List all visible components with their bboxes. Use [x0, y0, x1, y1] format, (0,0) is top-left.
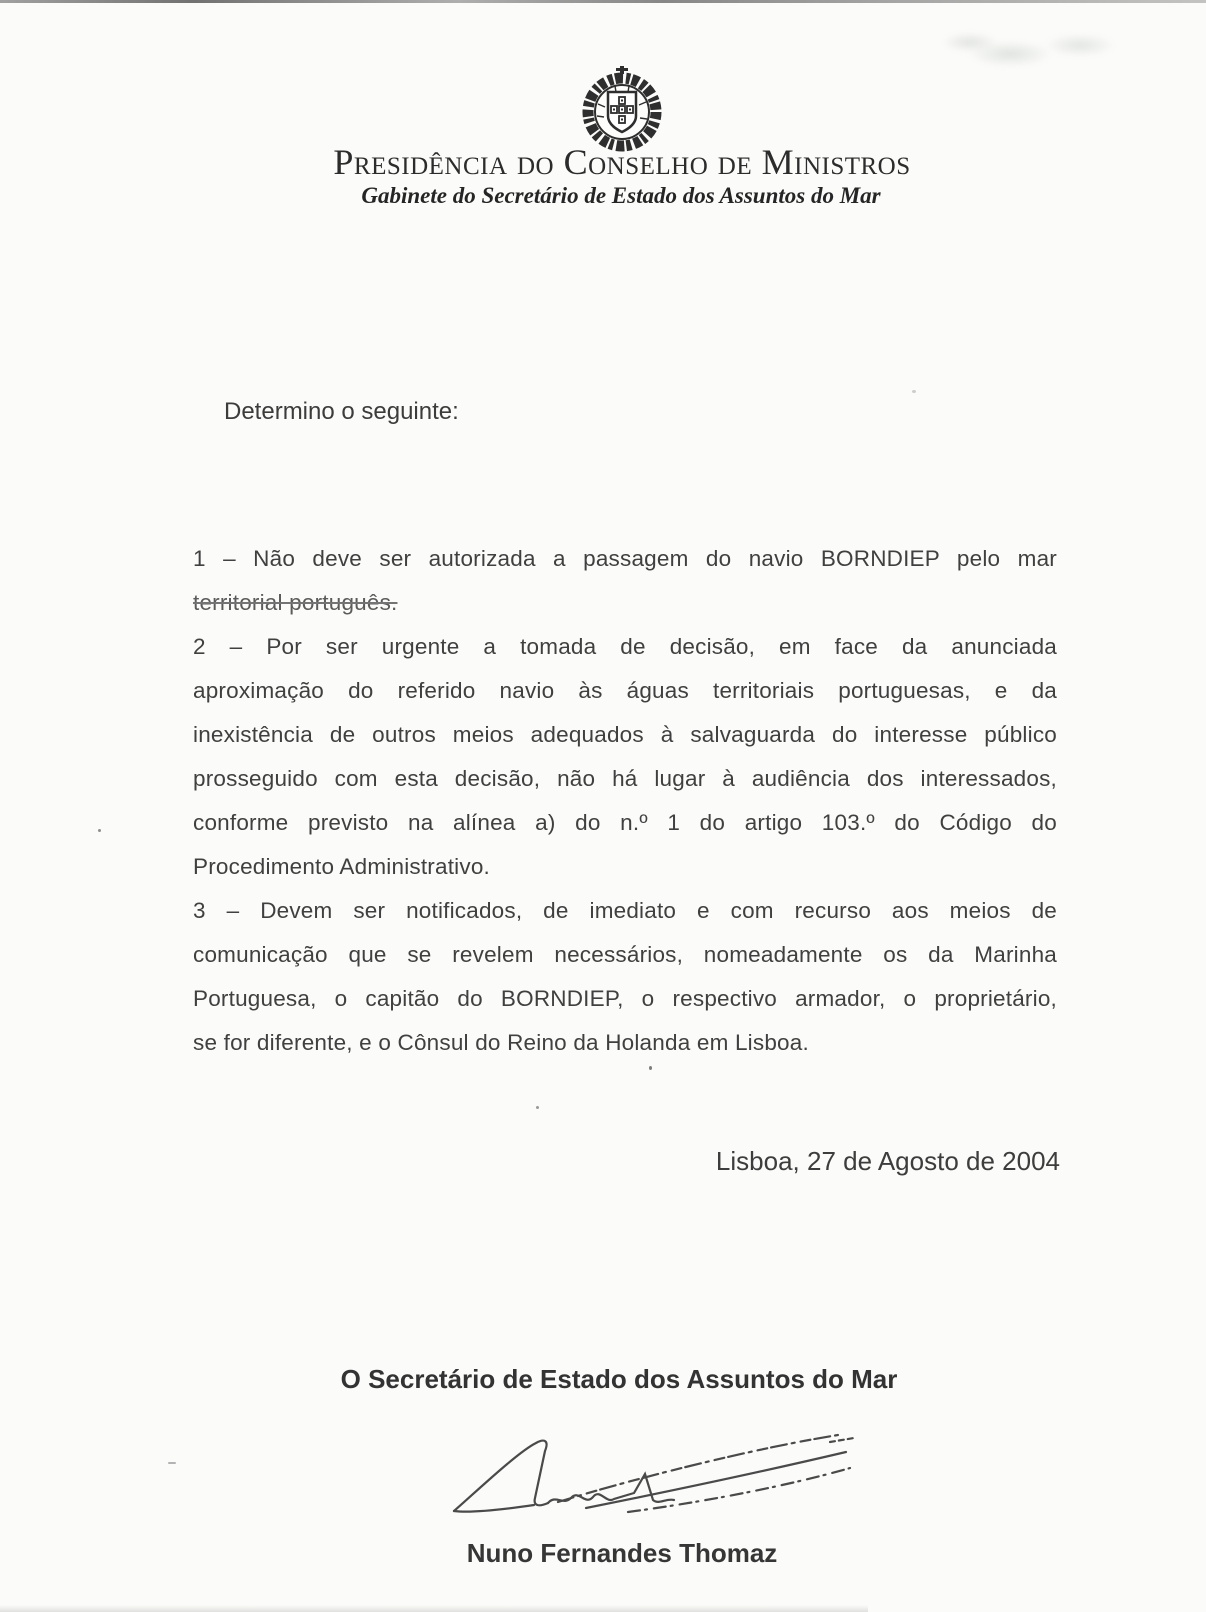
- body-line-8: Procedimento Administrativo.: [193, 854, 490, 879]
- scan-speck: [912, 390, 916, 393]
- coat-of-arms-icon: [581, 64, 663, 154]
- scan-speck: [649, 1066, 652, 1070]
- body-line-3: 2 – Por ser urgente a tomada de decisão, em face da anunciada: [193, 634, 1057, 659]
- signer-name: Nuno Fernandes Thomaz: [466, 1538, 778, 1568]
- signer-role-line: O Secretário de Estado dos Assuntos do Mar: [340, 1364, 898, 1394]
- body-line-4: aproximação do referido navio às águas territoriais portuguesas, e da: [193, 678, 1057, 703]
- body-line-11: Portuguesa, o capitão do BORNDIEP, o respectivo armador, o proprietário,: [193, 986, 1057, 1011]
- body-line-6: prosseguido com esta decisão, não há lugar à audiência dos interessados,: [193, 766, 1057, 791]
- body-line-2-struckthrough: territorial português.: [193, 590, 398, 615]
- place-date-line: Lisboa, 27 de Agosto de 2004: [715, 1146, 1060, 1176]
- body-line-10: comunicação que se revelem necessários, nomeadamente os da Marinha: [193, 942, 1057, 967]
- scan-speck: [98, 829, 101, 832]
- body-line-12: se for diferente, e o Cônsul do Reino da Holanda em Lisboa.: [193, 1030, 809, 1055]
- org-title: Presidência do Conselho de Ministros: [333, 142, 911, 182]
- handwritten-signature-icon: [436, 1412, 866, 1520]
- scan-smudge: [940, 22, 1140, 80]
- body-text-block: [193, 537, 1057, 1065]
- scan-bottom-shadow: [0, 1605, 868, 1612]
- scan-top-edge-line: [0, 0, 1206, 3]
- scan-speck: [536, 1106, 539, 1109]
- org-subtitle: Gabinete do Secretário de Estado dos Assuntos do Mar: [361, 183, 881, 208]
- body-line-5: inexistência de outros meios adequados à salvaguarda do interesse público: [193, 722, 1057, 747]
- body-line-9: 3 – Devem ser notificados, de imediato e com recurso aos meios de: [193, 898, 1057, 923]
- body-line-7: conforme previsto na alínea a) do n.º 1 do artigo 103.º do Código do: [193, 810, 1057, 835]
- intro-line: Determino o seguinte:: [224, 398, 459, 425]
- scan-speck: [168, 1462, 176, 1464]
- body-line-1: 1 – Não deve ser autorizada a passagem do navio BORNDIEP pelo mar: [193, 546, 1057, 571]
